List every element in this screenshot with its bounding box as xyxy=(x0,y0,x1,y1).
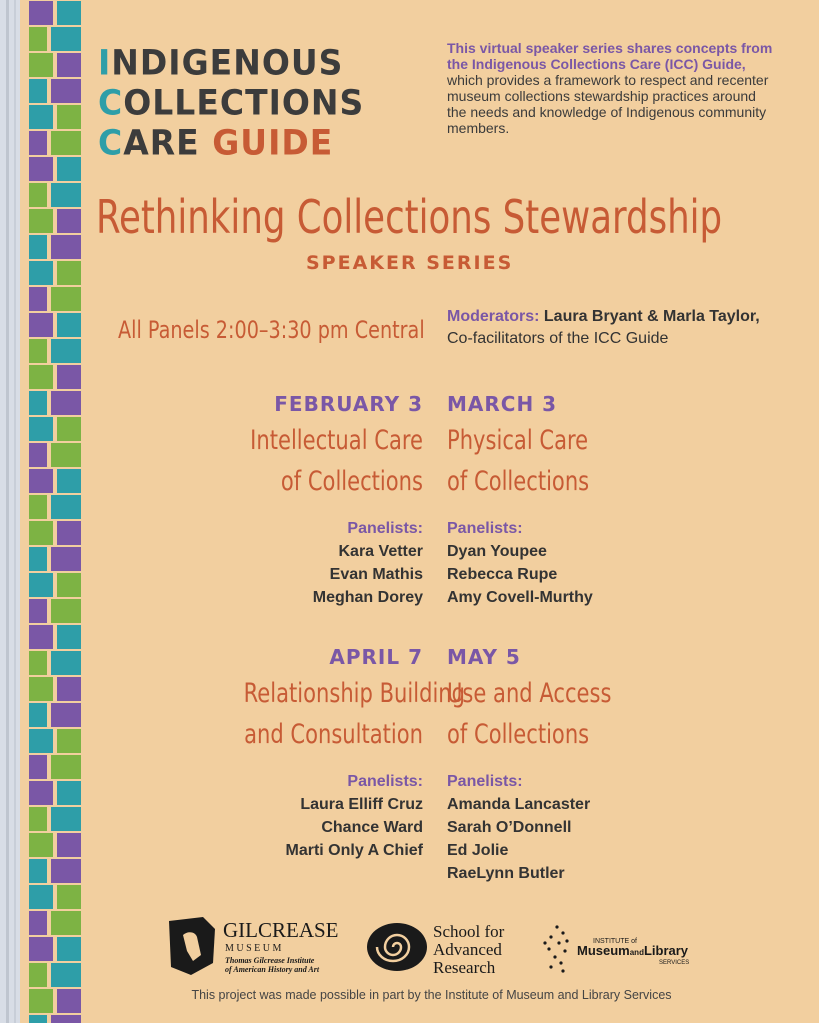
gilcrease-museum: M U S E U M xyxy=(225,943,282,954)
pattern-tile xyxy=(57,781,81,805)
pattern-tile xyxy=(51,339,81,363)
pattern-tile xyxy=(57,729,81,753)
pattern-tile xyxy=(51,1015,81,1023)
pattern-tile xyxy=(29,131,47,155)
session-topic-line2: of Collections xyxy=(447,719,590,750)
imls-main: Museum xyxy=(577,943,630,958)
imls-small: INSTITUTE of xyxy=(593,938,637,945)
panelist: Meghan Dorey xyxy=(312,589,423,606)
pattern-tile xyxy=(29,339,47,363)
imls-starburst-icon xyxy=(543,925,568,972)
pattern-tile xyxy=(29,521,53,545)
pattern-tile xyxy=(51,963,81,987)
pattern-tile xyxy=(51,703,81,727)
pattern-tile xyxy=(57,469,81,493)
panelist: Dyan Youpee xyxy=(447,543,547,560)
pattern-tile xyxy=(29,365,53,389)
session-topic-line1: Physical Care xyxy=(447,425,589,456)
pattern-tile xyxy=(51,79,81,103)
gilcrease-sub2: of American History and Art xyxy=(225,965,320,974)
pattern-tile xyxy=(29,625,53,649)
imls-main2: Library xyxy=(643,943,689,958)
pattern-tile xyxy=(29,599,47,623)
pattern-tile xyxy=(57,937,81,961)
pattern-tile xyxy=(51,183,81,207)
pattern-tile xyxy=(57,521,81,545)
pattern-tile xyxy=(29,495,47,519)
panelists-label: Panelists: xyxy=(347,773,423,790)
pattern-tile xyxy=(51,131,81,155)
pattern-tile xyxy=(29,1015,47,1023)
pattern-tile xyxy=(51,599,81,623)
imls-services: SERVICES xyxy=(659,960,690,966)
panelist: RaeLynn Butler xyxy=(447,865,565,882)
session-topic-line2: of Collections xyxy=(447,466,590,497)
pattern-tile xyxy=(57,313,81,337)
series-label: SPEAKER SERIES xyxy=(306,252,514,274)
panelists-label: Panelists: xyxy=(447,773,523,790)
pattern-tile xyxy=(29,157,53,181)
session-topic-line2: and Consultation xyxy=(244,719,423,750)
pattern-tile xyxy=(29,1,53,25)
pattern-tile xyxy=(57,677,81,701)
pattern-tile xyxy=(51,859,81,883)
guide-title-line1: INDIGENOUS xyxy=(98,42,344,83)
panelist: Amy Covell-Murthy xyxy=(447,589,593,606)
sar-line3: Research xyxy=(433,958,496,977)
sar-line1: School for xyxy=(433,922,505,941)
session-april xyxy=(193,645,466,862)
moderators: Moderators: Laura Bryant & Marla Taylor, Co-facilitators of the ICC Guide xyxy=(447,308,760,347)
pattern-tile xyxy=(57,261,81,285)
panelist: Marti Only A Chief xyxy=(285,842,423,859)
pattern-tile xyxy=(29,469,53,493)
panelist: Chance Ward xyxy=(321,819,423,836)
imls-and: and xyxy=(629,948,644,957)
pattern-tile xyxy=(51,547,81,571)
main-title: Rethinking Collections Stewardship xyxy=(96,190,723,244)
pattern-tile xyxy=(57,625,81,649)
pattern-tile xyxy=(57,417,81,441)
pattern-tile xyxy=(51,651,81,675)
panel-time: All Panels 2:00–3:30 pm Central xyxy=(118,316,425,344)
pattern-tile xyxy=(29,963,47,987)
pattern-tile xyxy=(57,1,81,25)
footer-credit: This project was made possible in part by the Institute of Museum and Library Services xyxy=(191,988,672,1002)
pattern-tile xyxy=(29,53,53,77)
session-date: MARCH 3 xyxy=(447,392,558,416)
pattern-tile xyxy=(51,807,81,831)
sar-logo xyxy=(367,922,505,977)
panelist: Laura Elliff Cruz xyxy=(300,796,423,813)
pattern-tile xyxy=(57,885,81,909)
pattern-tile xyxy=(57,53,81,77)
pattern-tile xyxy=(57,573,81,597)
pattern-tile xyxy=(51,495,81,519)
pattern-tile xyxy=(57,365,81,389)
session-topic-line2: of Collections xyxy=(280,466,423,497)
pattern-tile xyxy=(29,391,47,415)
pattern-tile xyxy=(57,105,81,129)
pattern-tile xyxy=(29,911,47,935)
pattern-tile xyxy=(29,183,47,207)
decorative-border-strip xyxy=(0,0,88,1023)
pattern-tile xyxy=(29,885,53,909)
pattern-tile xyxy=(29,235,47,259)
session-date: FEBRUARY 3 xyxy=(274,392,423,416)
pattern-tile xyxy=(51,235,81,259)
panelists-label: Panelists: xyxy=(447,520,523,537)
intro-text: This virtual speaker series shares concepts from the Indigenous Collections Care (ICC) Guide, which provides a framework to respect and recenter museum collections stewardship practices around the needs and knowledge of Indigenous community members. xyxy=(447,40,773,136)
pattern-tile xyxy=(29,261,53,285)
pattern-tile xyxy=(57,209,81,233)
panelist: Amanda Lancaster xyxy=(447,796,591,813)
pattern-tile xyxy=(51,27,81,51)
pattern-tile xyxy=(29,833,53,857)
pattern-tile xyxy=(29,859,47,883)
session-march xyxy=(447,392,687,609)
pattern-tile xyxy=(29,703,47,727)
pattern-tile xyxy=(57,157,81,181)
pattern-tile xyxy=(29,287,47,311)
pattern-tile xyxy=(29,313,53,337)
panelist: Rebecca Rupe xyxy=(447,566,558,583)
pattern-tile xyxy=(57,833,81,857)
pattern-tile xyxy=(29,417,53,441)
session-february xyxy=(193,392,423,609)
guide-title-line2: COLLECTIONS xyxy=(98,82,365,123)
session-may xyxy=(447,645,687,885)
session-date: APRIL 7 xyxy=(329,645,423,669)
pattern-tile xyxy=(29,547,47,571)
pattern-tile xyxy=(29,937,53,961)
sponsor-logos xyxy=(165,915,725,977)
pattern-tile xyxy=(51,911,81,935)
pattern-tile xyxy=(29,755,47,779)
pattern-tile xyxy=(51,755,81,779)
pattern-tile xyxy=(29,677,53,701)
gilcrease-sub1: Thomas Gilcrease Institute xyxy=(225,956,315,965)
pattern-tile xyxy=(29,105,53,129)
pattern-tile xyxy=(29,443,47,467)
session-topic-line1: Use and Access xyxy=(447,678,612,709)
svg-text:MuseumandLibrary xyxy=(577,943,689,958)
gilcrease-logo xyxy=(169,917,339,975)
pattern-tile xyxy=(29,209,53,233)
pattern-tile xyxy=(29,781,53,805)
pattern-tile xyxy=(29,79,47,103)
pattern-tile xyxy=(29,729,53,753)
session-topic-line1: Intellectual Care xyxy=(250,425,423,456)
session-date: MAY 5 xyxy=(447,645,521,669)
pattern-tile xyxy=(29,651,47,675)
panelist: Ed Jolie xyxy=(447,842,509,859)
session-topic-line1: Relationship Building xyxy=(243,678,466,709)
pattern-tile xyxy=(29,27,47,51)
pattern-tile xyxy=(51,391,81,415)
panelist: Evan Mathis xyxy=(329,566,423,583)
panelists-label: Panelists: xyxy=(347,520,423,537)
pattern-tile xyxy=(51,443,81,467)
pattern-tile xyxy=(29,573,53,597)
imls-logo xyxy=(543,925,689,972)
pattern-tile xyxy=(29,807,47,831)
panelist: Sarah O’Donnell xyxy=(447,819,572,836)
sar-line2: Advanced xyxy=(433,940,502,959)
pattern-tile xyxy=(51,287,81,311)
panelist: Kara Vetter xyxy=(338,543,423,560)
guide-title-line3: CARE GUIDE xyxy=(98,122,334,163)
gilcrease-name: GILCREASE xyxy=(223,918,339,942)
